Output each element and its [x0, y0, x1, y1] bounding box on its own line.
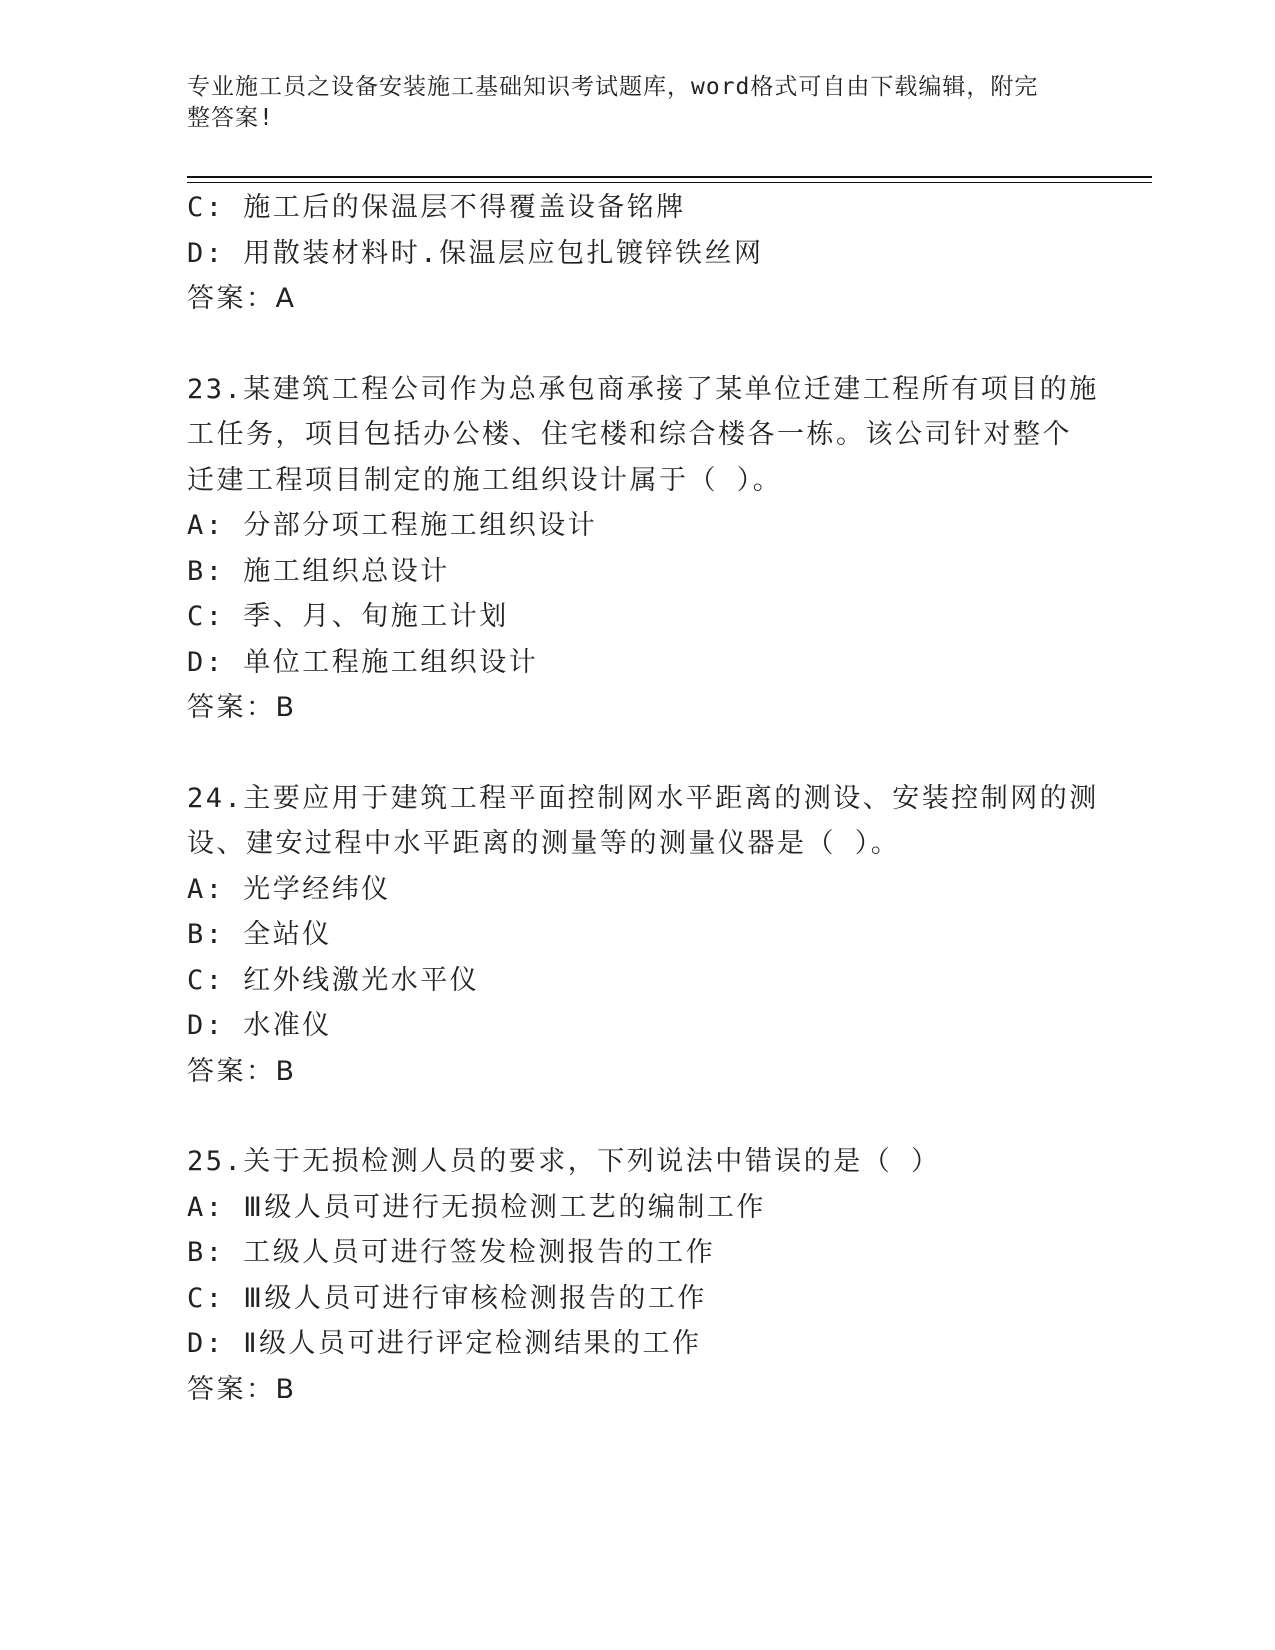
spacer [187, 731, 1087, 776]
answer-line: 答案：B [187, 1055, 297, 1087]
header-divider-thin [187, 182, 1152, 183]
question-stem: 迁建工程项目制定的施工组织设计属于（ ）。 [187, 464, 783, 496]
question-stem: 工任务，项目包括办公楼、住宅楼和综合楼各一栋。该公司针对整个 [187, 419, 1072, 450]
question-stem: 24.主要应用于建筑工程平面控制网水平距离的测设、安装控制网的测 [187, 782, 1099, 814]
option-c: C: 施工后的保温层不得覆盖设备铭牌 [187, 192, 686, 223]
spacer [187, 1094, 1087, 1139]
header-divider-thick [187, 176, 1152, 178]
option-d: D: 水准仪 [187, 1010, 332, 1041]
option-c: C: 红外线激光水平仪 [187, 964, 480, 996]
option-a: A: 光学经纬仪 [187, 873, 391, 905]
option-c: C: Ⅲ级人员可进行审核检测报告的工作 [187, 1282, 707, 1314]
question-22-tail [187, 185, 1087, 322]
option-d: D: Ⅱ级人员可进行评定检测结果的工作 [187, 1328, 702, 1359]
option-d: D: 单位工程施工组织设计 [187, 646, 539, 678]
option-b: B: 施工组织总设计 [187, 555, 450, 587]
option-b: B: 全站仪 [187, 919, 332, 950]
question-23 [187, 367, 1099, 731]
question-25 [187, 1139, 1087, 1412]
option-a: A: Ⅲ级人员可进行无损检测工艺的编制工作 [187, 1191, 766, 1223]
question-list [187, 185, 1099, 1412]
question-stem: 设、建安过程中水平距离的测量等的测量仪器是（ ）。 [187, 828, 901, 859]
option-d: D: 用散装材料时.保温层应包扎镀锌铁丝网 [187, 237, 764, 269]
question-stem: 25.关于无损检测人员的要求，下列说法中错误的是（ ） [187, 1146, 941, 1177]
answer-line: 答案：B [187, 1373, 297, 1405]
header-line-2: 整答案! [187, 105, 274, 131]
document-header [187, 72, 1067, 134]
spacer [187, 322, 1087, 367]
question-stem: 23.某建筑工程公司作为总承包商承接了某单位迁建工程所有项目的施 [187, 373, 1099, 405]
option-c: C: 季、月、旬施工计划 [187, 601, 509, 632]
option-a: A: 分部分项工程施工组织设计 [187, 510, 598, 541]
answer-line: 答案：A [187, 283, 297, 314]
question-24 [187, 776, 1099, 1095]
header-line-1: 专业施工员之设备安装施工基础知识考试题库，word格式可自由下载编辑，附完 [187, 74, 1039, 100]
answer-line: 答案：B [187, 692, 297, 723]
option-b: B: 工级人员可进行签发检测报告的工作 [187, 1237, 716, 1268]
